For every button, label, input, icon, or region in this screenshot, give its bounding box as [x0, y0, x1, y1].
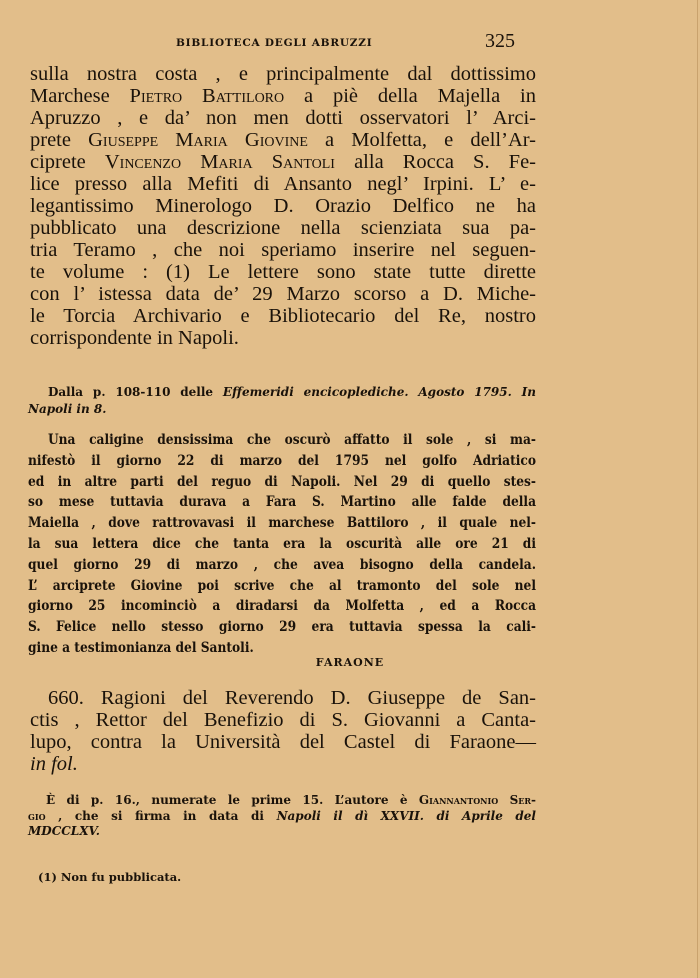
text-line: [30, 305, 536, 327]
text-run: le Torcia Archivario e Bibliotecario del Re, nostro: [30, 305, 536, 327]
source-citation: [28, 384, 536, 418]
text-line: [30, 239, 536, 261]
text-run: Una caligine densissima che oscurò affatto il sole , si ma-: [48, 432, 536, 448]
text-line: [28, 555, 536, 576]
text-run: gine a testimonianza del Santoli.: [28, 639, 254, 656]
text-line: [28, 824, 536, 840]
text-line: [30, 151, 536, 173]
text-run: ctis , Rettor del Benefizio di S. Giovanni a Canta-: [30, 709, 536, 731]
text-run: quel giorno 29 di marzo , che avea bisogno della candela.: [28, 556, 536, 573]
text-run: lupo, contra la Università del Castel di Faraone—: [30, 731, 536, 753]
text-run: Dalla p. 108-110 delle: [48, 385, 223, 399]
text-run: Apruzzo , e da’ non men dotti osservatori l’ Arci-: [30, 107, 536, 129]
text-run: corrispondente in Napoli.: [30, 327, 239, 349]
section-heading: FARAONE: [315, 656, 385, 669]
italic-text: Napoli in 8.: [28, 402, 107, 416]
text-line: [28, 617, 536, 638]
entry-note: [28, 793, 536, 840]
main-paragraph: [30, 63, 536, 349]
text-run: Maiella , dove rattrovavasi il marchese Battiloro , il quale nel-: [28, 515, 536, 532]
text-run: tria Teramo , che noi speriamo inserire nel seguen-: [30, 239, 536, 261]
text-run: S. Felice nello stesso giorno 29 era tuttavia spessa la cali-: [28, 619, 536, 636]
text-line: [28, 576, 536, 597]
text-run: ciprete: [30, 151, 105, 173]
text-run: L’ arciprete Giovine poi scrive che al tramonto del sole nel: [28, 577, 536, 594]
text-line: [30, 753, 536, 775]
text-run: alla Rocca S. Fe-: [334, 151, 537, 173]
text-run: ed in altre parti del reguo di Napoli. Nel 29 di quello stes-: [28, 473, 536, 490]
text-line: [28, 430, 536, 451]
text-line: [30, 107, 536, 129]
text-run: te volume : (1) Le lettere sono state tutte dirette: [30, 261, 536, 283]
text-line: [30, 217, 536, 239]
text-line: [30, 195, 536, 217]
text-line: [30, 687, 536, 709]
text-line: [28, 401, 536, 418]
text-line: [30, 63, 536, 85]
italic-text: Effemeridi encicoplediche. Agosto 1795. In: [222, 385, 536, 399]
text-run: Marchese: [30, 85, 130, 107]
page-header: [30, 30, 515, 54]
text-line: [30, 173, 536, 195]
text-line: [30, 85, 536, 107]
text-line: [30, 731, 536, 753]
text-line: [28, 534, 536, 555]
text-line: [30, 129, 536, 151]
page-number: 325: [485, 30, 515, 52]
text-run: 660. Ragioni del Reverendo D. Giuseppe de San-: [48, 687, 536, 709]
text-run: lice presso alla Mefiti di Ansanto negl’ Irpini. L’ e-: [30, 173, 536, 195]
text-run: , che si firma in data di: [45, 808, 277, 823]
quoted-passage: [28, 430, 536, 659]
small-caps-name: Vincenzo Maria Santoli: [104, 151, 335, 173]
italic-text: Napoli il dì XXVII. di Aprile del: [276, 808, 536, 823]
text-line: [28, 492, 536, 513]
text-run: È di p. 16., numerate le prime 15. L’autore è: [46, 793, 419, 807]
text-line: [28, 809, 536, 825]
text-run: pubblicato una descrizione nella scienziata sua pa-: [30, 217, 536, 239]
text-line: [30, 327, 536, 349]
italic-text: MDCCLXV.: [28, 824, 100, 838]
text-line: [30, 283, 536, 305]
running-title: BIBLIOTECA DEGLI ABRUZZI: [176, 37, 373, 49]
page-edge: [697, 0, 698, 978]
text-line: [30, 261, 536, 283]
bibliography-entry-660: [30, 687, 536, 775]
italic-text: in fol.: [30, 753, 78, 775]
text-line: [28, 596, 536, 617]
text-line: [30, 709, 536, 731]
text-line: [28, 384, 536, 401]
text-run: a Molfetta, e dell’Ar-: [307, 129, 536, 151]
text-run: nifestò il giorno 22 di marzo del 1795 nel golfo Adriatico: [28, 452, 536, 469]
text-run: prete: [30, 129, 89, 151]
small-caps-name: Pietro Battiloro: [129, 85, 285, 107]
text-run: a piè della Majella in: [284, 85, 536, 107]
small-caps-name: Giannantonio Ser-: [418, 793, 536, 807]
text-run: giorno 25 incominciò a diradarsi da Molfetta , ed a Rocca: [28, 598, 536, 615]
text-line: [28, 472, 536, 493]
text-line: [28, 451, 536, 472]
text-run: sulla nostra costa , e principalmente dal dottissimo: [30, 63, 536, 85]
small-caps-name: gio: [28, 808, 46, 823]
footnote: (1) Non fu pubblicata.: [38, 870, 182, 884]
text-run: legantissimo Minerologo D. Orazio Delfico ne ha: [30, 195, 536, 217]
text-run: con l’ istessa data de’ 29 Marzo scorso a D. Miche-: [30, 283, 536, 305]
small-caps-name: Giuseppe Maria Giovine: [88, 129, 308, 151]
text-line: [28, 793, 536, 809]
text-run: so mese tuttavia durava a Fara S. Martino alle falde della: [28, 494, 536, 511]
text-run: la sua lettera dice che tanta era la oscurità alle ore 21 di: [28, 535, 536, 552]
text-line: [28, 513, 536, 534]
